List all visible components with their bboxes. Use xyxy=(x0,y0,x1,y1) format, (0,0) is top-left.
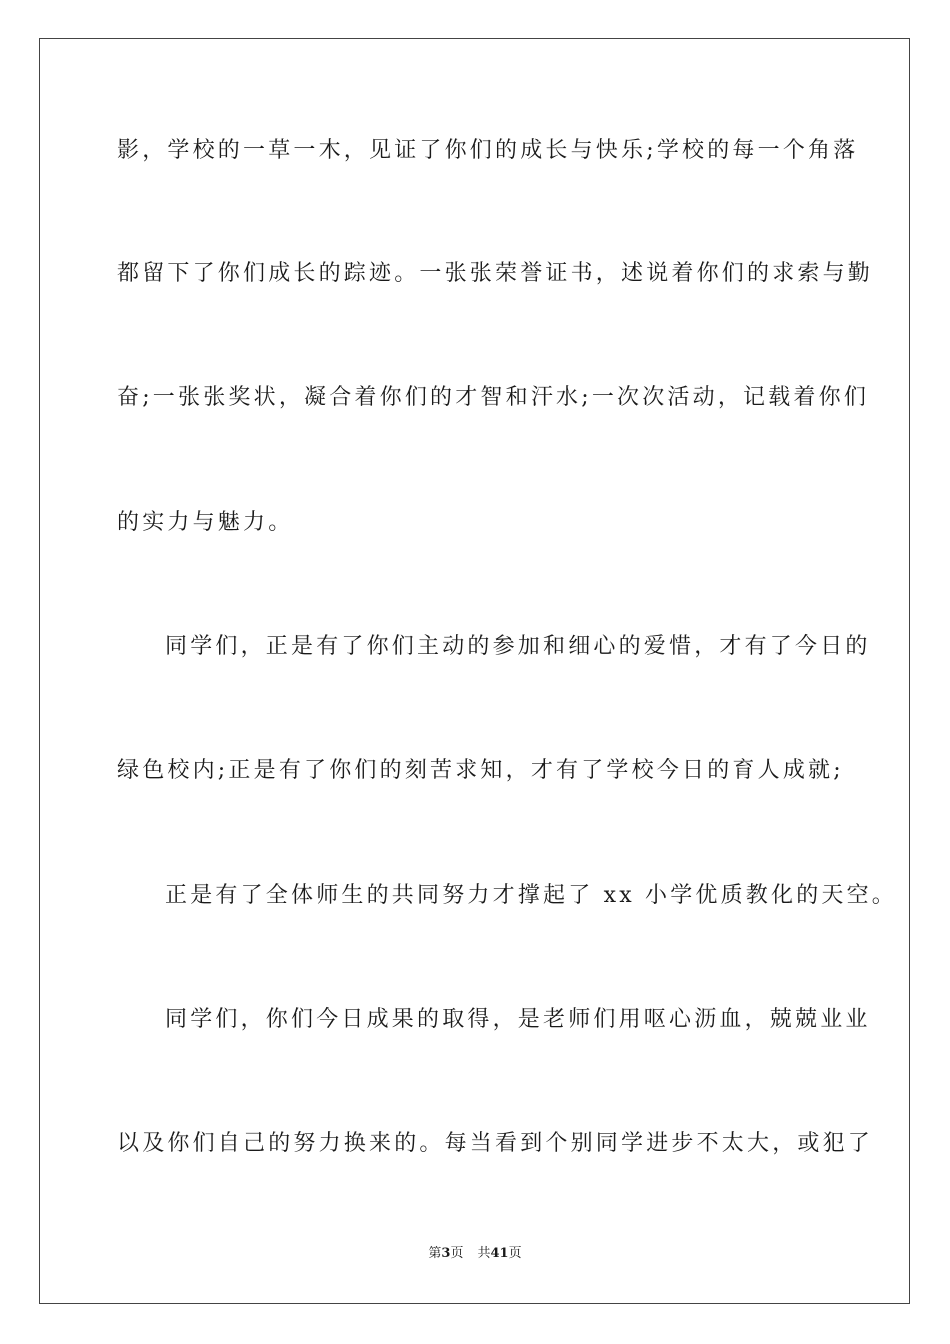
page-number: 3 xyxy=(441,1246,451,1261)
body-text-line-5: 同学们，正是有了你们主动的参加和细心的爱惜，才有了今日的 xyxy=(165,634,871,659)
body-text-line-7: 正是有了全体师生的共同努力才撑起了 xx 小学优质教化的天空。 xyxy=(165,883,898,908)
body-text-line-3: 奋;一张张奖状，凝合着你们的才智和汗水;一次次活动，记载着你们 xyxy=(117,385,870,410)
body-text-line-9: 以及你们自己的努力换来的。每当看到个别同学进步不太大，或犯了 xyxy=(117,1131,874,1156)
body-text-line-4: 的实力与魅力。 xyxy=(117,510,294,535)
total-label-suffix: 页 xyxy=(508,1246,522,1261)
body-text-line-2: 都留下了你们成长的踪迹。一张张荣誉证书，述说着你们的求索与勤 xyxy=(117,261,874,286)
total-label-prefix: 共 xyxy=(477,1246,491,1261)
total-pages: 41 xyxy=(490,1246,509,1261)
page-footer xyxy=(0,1245,950,1263)
body-text-line-6: 绿色校内;正是有了你们的刻苦求知，才有了学校今日的育人成就; xyxy=(117,758,844,783)
page-border xyxy=(39,38,910,1304)
body-text-line-8: 同学们，你们今日成果的取得，是老师们用呕心沥血，兢兢业业 xyxy=(165,1007,871,1032)
page-label-prefix: 第 xyxy=(428,1246,442,1261)
page-label-suffix: 页 xyxy=(450,1246,464,1261)
body-text-line-1: 影，学校的一草一木，见证了你们的成长与快乐;学校的每一个角落 xyxy=(117,138,859,163)
